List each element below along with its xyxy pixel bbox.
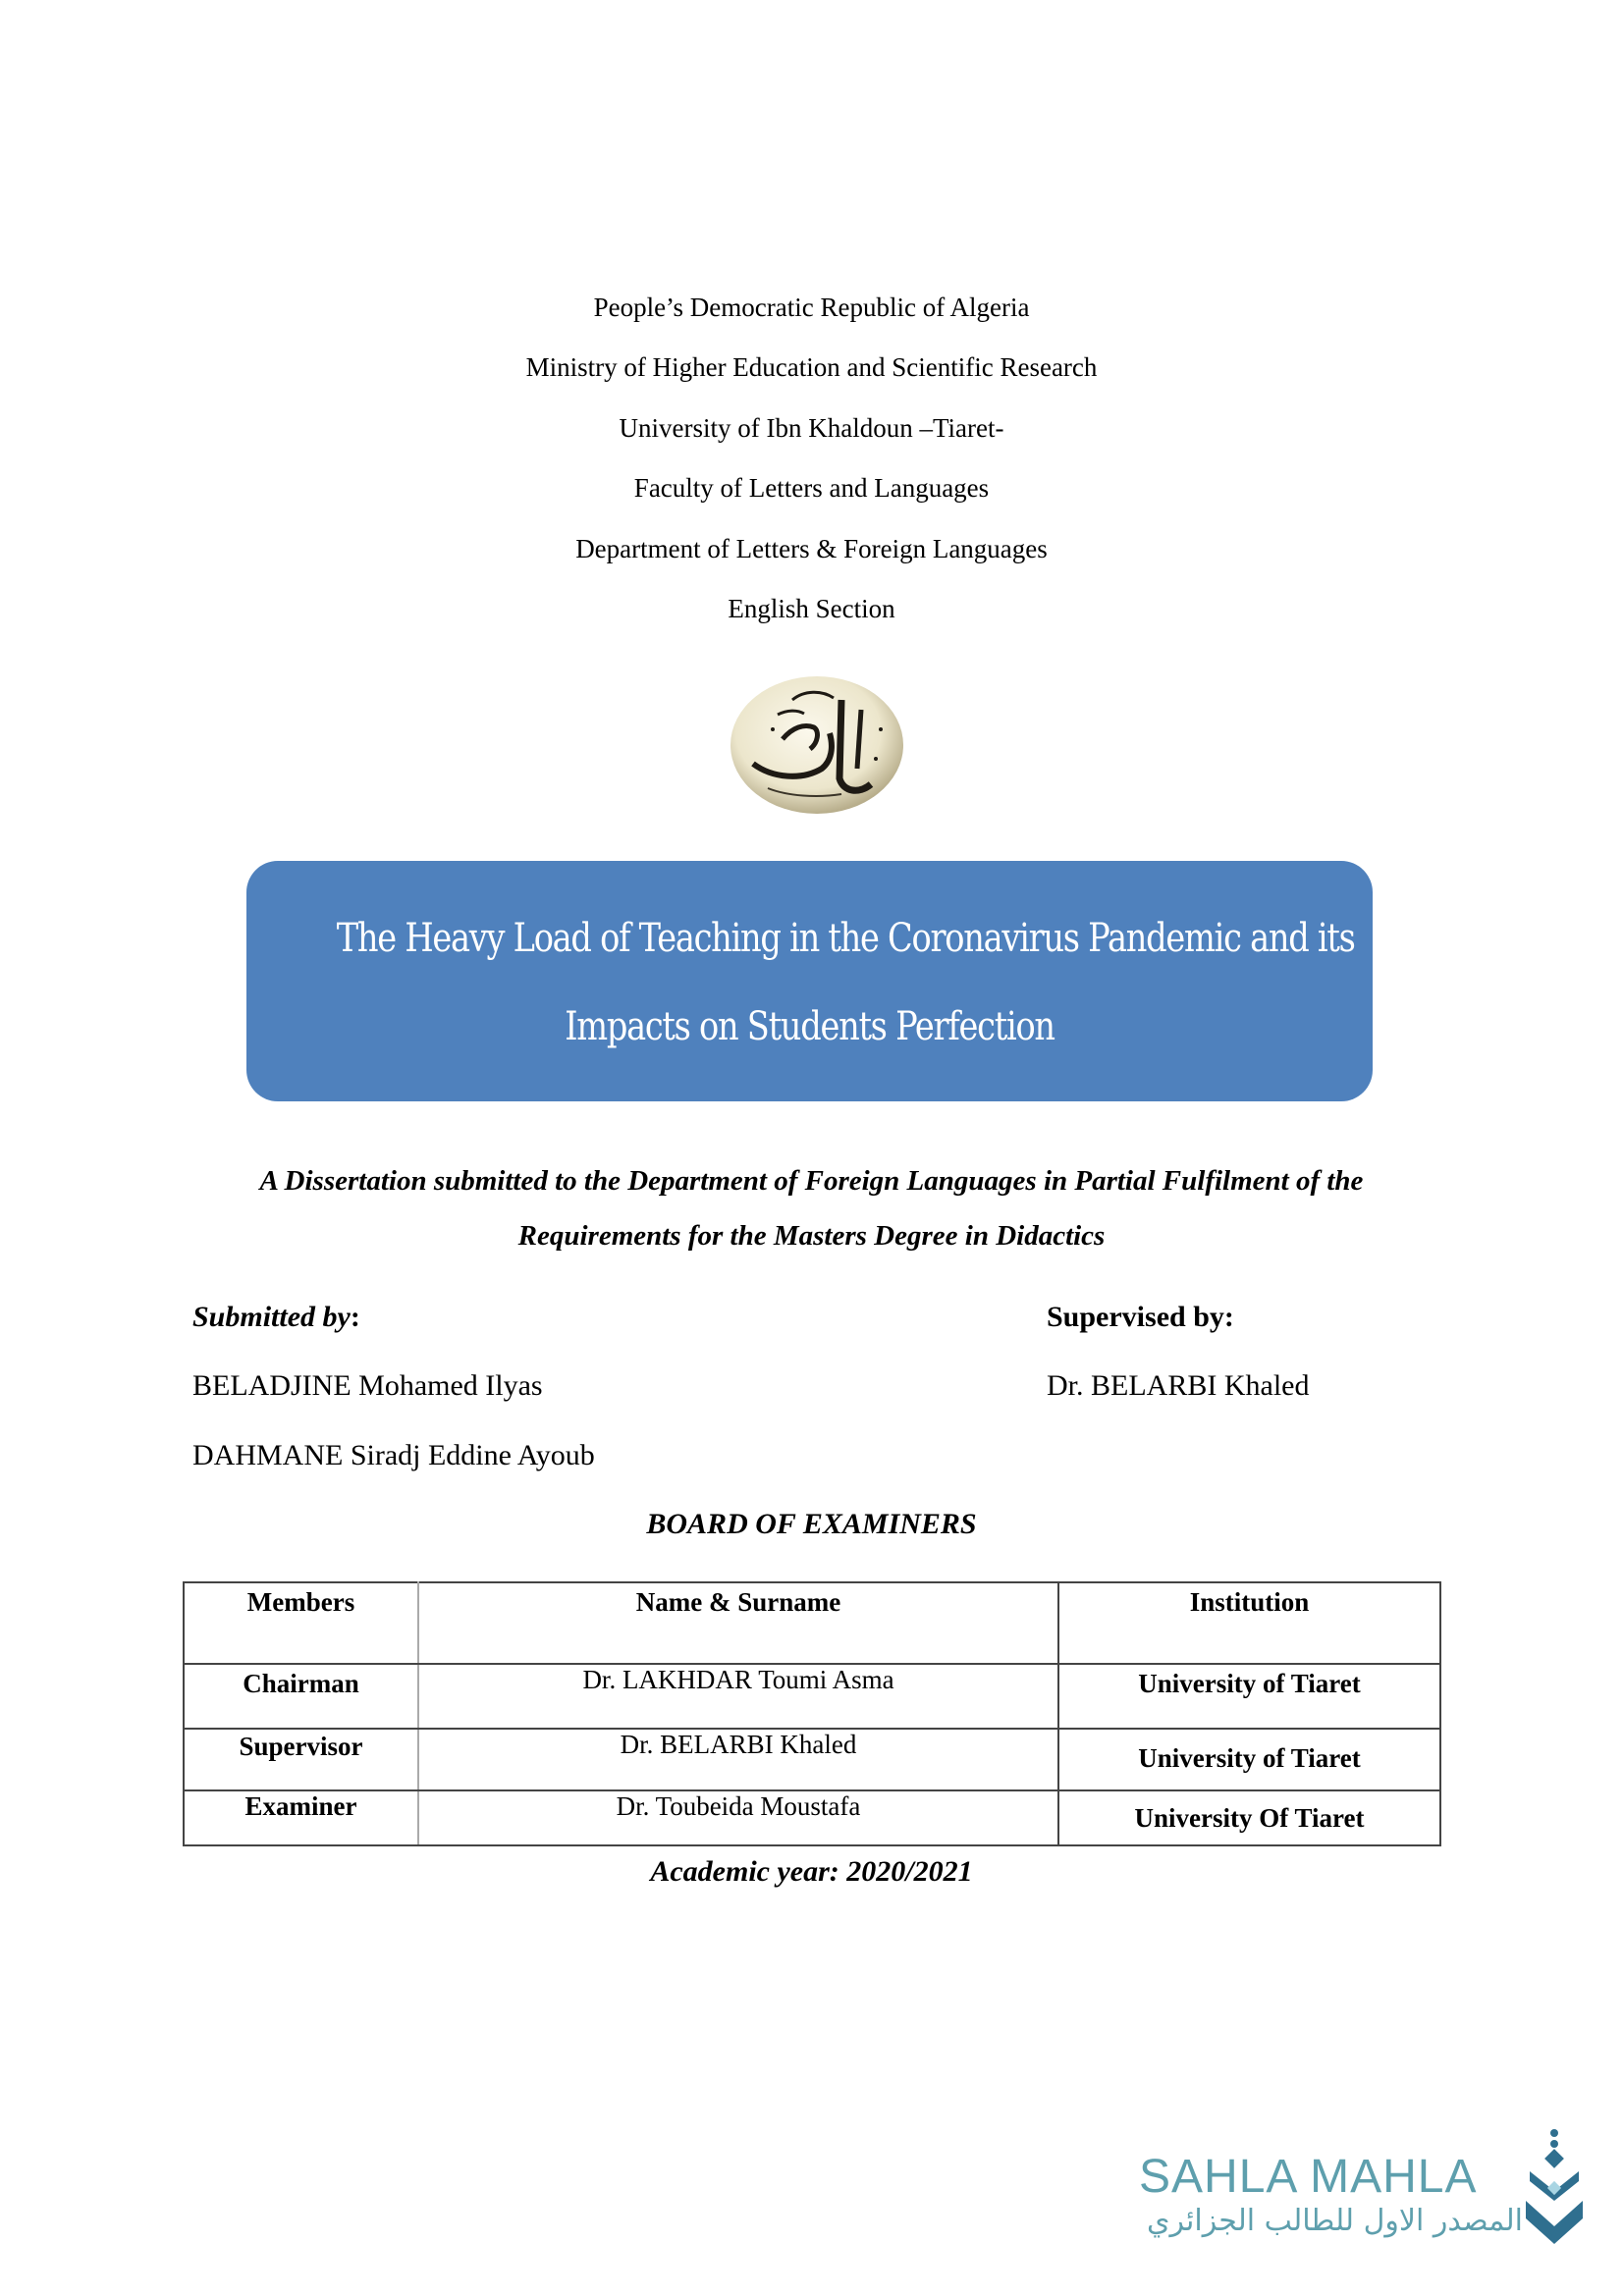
member-name: Dr. BELARBI Khaled [418, 1729, 1058, 1790]
thesis-title-line-1: The Heavy Load of Teaching in the Coronavirus Pandemic and its [336, 916, 1355, 961]
dissertation-statement-line-2: Requirements for the Masters Degree in Didactics [517, 1220, 1106, 1252]
member-institution: University of Tiaret [1058, 1729, 1440, 1790]
member-role: Supervisor [184, 1729, 418, 1790]
header-institution: Institution [1058, 1582, 1440, 1664]
supervised-by-label: Supervised by: [1047, 1301, 1234, 1333]
table-row [184, 1729, 1440, 1790]
supervisor-name: Dr. BELARBI Khaled [1047, 1369, 1310, 1402]
thesis-title-line-2: Impacts on Students Perfection [565, 1004, 1055, 1049]
board-of-examiners-table [183, 1581, 1441, 1846]
section-line: English Section [728, 594, 895, 623]
dissertation-statement-line-1: A Dissertation submitted to the Department of Foreign Languages in Partial Fulfilment of the [259, 1165, 1364, 1197]
department-line: Department of Letters & Foreign Languages [575, 534, 1048, 563]
thesis-title-box [246, 861, 1373, 1101]
header-name-surname: Name & Surname [418, 1582, 1058, 1664]
watermark-tagline: المصدر الاول للطالب الجزائري [1147, 2204, 1523, 2238]
member-name: Dr. LAKHDAR Toumi Asma [418, 1664, 1058, 1729]
member-role: Chairman [184, 1664, 418, 1729]
table-row [184, 1790, 1440, 1845]
table-header-row [184, 1582, 1440, 1664]
university-calligraphy-seal-icon [724, 670, 910, 818]
member-institution: University of Tiaret [1058, 1664, 1440, 1729]
sahla-mahla-watermark [1139, 2150, 1581, 2243]
table-row [184, 1664, 1440, 1729]
header-members: Members [184, 1582, 418, 1664]
ministry-line: Ministry of Higher Education and Scientific Research [525, 352, 1098, 382]
sahla-mahla-emblem-icon [1522, 2128, 1587, 2249]
board-title: BOARD OF EXAMINERS [646, 1508, 977, 1540]
member-institution: University Of Tiaret [1058, 1790, 1440, 1845]
student-name-2: DAHMANE Siradj Eddine Ayoub [192, 1439, 595, 1471]
student-name-1: BELADJINE Mohamed Ilyas [192, 1369, 543, 1402]
academic-year: Academic year: 2020/2021 [650, 1855, 973, 1888]
member-role: Examiner [184, 1790, 418, 1845]
watermark-brand: SAHLA MAHLA [1139, 2151, 1478, 2203]
country-line: People’s Democratic Republic of Algeria [593, 293, 1030, 322]
member-name: Dr. Toubeida Moustafa [418, 1790, 1058, 1845]
university-line: University of Ibn Khaldoun –Tiaret- [619, 413, 1004, 443]
submitted-by-label: Submitted by: [192, 1301, 360, 1333]
faculty-line: Faculty of Letters and Languages [633, 473, 990, 503]
